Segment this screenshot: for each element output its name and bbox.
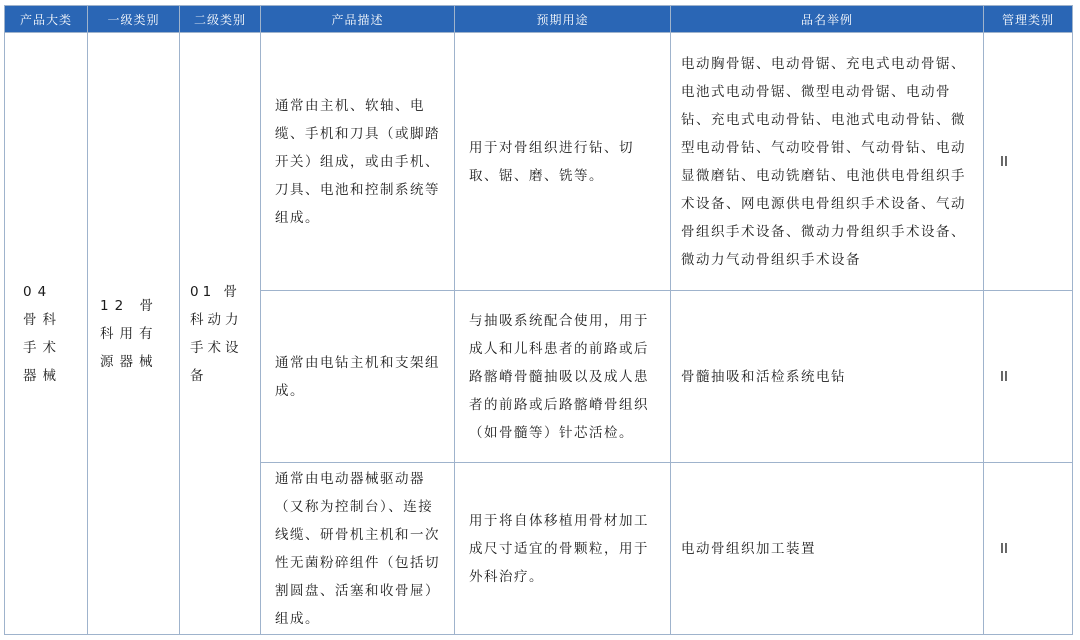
level2-cell: 01 骨科动力手术设备 — [180, 33, 261, 635]
management-class-cell: II — [984, 33, 1073, 291]
management-class-cell: II — [984, 291, 1073, 463]
header-description: 产品描述 — [261, 6, 455, 33]
description-cell: 通常由电动器械驱动器（又称为控制台）、连接线缆、研骨机主机和一次性无菌粉碎组件（包括切割圆盘、活塞和收骨屉）组成。 — [261, 463, 455, 635]
header-examples: 品名举例 — [671, 6, 984, 33]
classification-table — [4, 5, 1073, 635]
intended-use-cell: 用于将自体移植用骨材加工成尺寸适宜的骨颗粒，用于外科治疗。 — [455, 463, 671, 635]
examples-cell: 电动胸骨锯、电动骨锯、充电式电动骨锯、电池式电动骨锯、微型电动骨锯、电动骨钻、充电式电动骨钻、电池式电动骨钻、微型电动骨钻、气动咬骨钳、气动骨钻、电动显微磨钻、电动铣磨钻、电池供电骨组织手术设备、网电源供电骨组织手术设备、气动骨组织手术设备、微动力骨组织手术设备、微动力气动骨组织手术设备 — [671, 33, 984, 291]
table-row — [5, 33, 1073, 291]
header-category: 产品大类 — [5, 6, 88, 33]
description-cell: 通常由电钻主机和支架组成。 — [261, 291, 455, 463]
header-level1: 一级类别 — [88, 6, 180, 33]
category-cell: 04 骨科手术器械 — [5, 33, 88, 635]
header-row — [5, 6, 1073, 33]
header-intended-use: 预期用途 — [455, 6, 671, 33]
classification-table-wrapper — [4, 5, 1072, 635]
intended-use-cell: 与抽吸系统配合使用，用于成人和儿科患者的前路或后路髂嵴骨髓抽吸以及成人患者的前路或后路髂嵴骨组织（如骨髓等）针芯活检。 — [455, 291, 671, 463]
header-management-class: 管理类别 — [984, 6, 1073, 33]
description-cell: 通常由主机、软轴、电缆、手机和刀具（或脚踏开关）组成，或由手机、刀具、电池和控制系统等组成。 — [261, 33, 455, 291]
examples-cell: 骨髓抽吸和活检系统电钻 — [671, 291, 984, 463]
examples-cell: 电动骨组织加工装置 — [671, 463, 984, 635]
intended-use-cell: 用于对骨组织进行钻、切取、锯、磨、铣等。 — [455, 33, 671, 291]
management-class-cell: II — [984, 463, 1073, 635]
header-level2: 二级类别 — [180, 6, 261, 33]
level1-cell: 12 骨科用有源器械 — [88, 33, 180, 635]
